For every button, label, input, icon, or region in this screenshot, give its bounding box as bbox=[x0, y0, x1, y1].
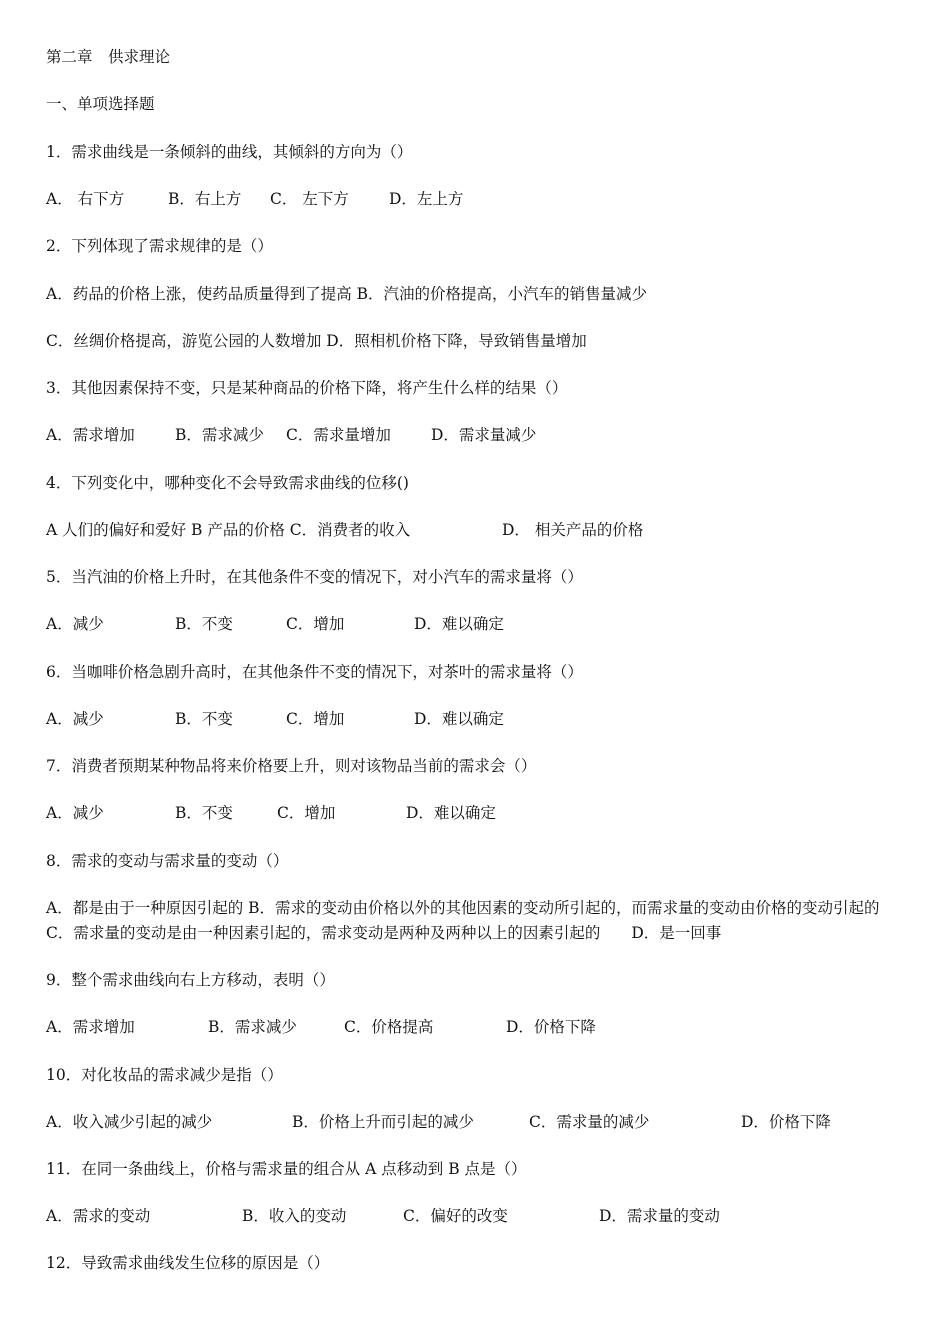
option-c: C．增加 bbox=[277, 804, 336, 822]
question-8-stem: 8．需求的变动与需求量的变动（） bbox=[46, 852, 289, 870]
option-a: A．减少 bbox=[46, 710, 104, 728]
question-3-options bbox=[46, 424, 916, 448]
question-3-stem: 3．其他因素保持不变，只是某种商品的价格下降，将产生什么样的结果（） bbox=[46, 379, 568, 397]
question-10-stem: 10．对化妆品的需求减少是指（） bbox=[46, 1066, 283, 1084]
question-1-options bbox=[46, 188, 916, 212]
question-10-options bbox=[46, 1111, 916, 1135]
question-7-options bbox=[46, 802, 916, 826]
question-5-stem: 5．当汽油的价格上升时，在其他条件不变的情况下，对小汽车的需求量将（） bbox=[46, 568, 583, 586]
question-2-stem: 2．下列体现了需求规律的是（） bbox=[46, 237, 273, 255]
option-b: B．不变 bbox=[175, 615, 233, 633]
section-title: 一、单项选择题 bbox=[46, 95, 155, 113]
question-11-options bbox=[46, 1205, 916, 1229]
option-d: D．需求量减少 bbox=[431, 426, 537, 444]
question-4-stem: 4．下列变化中，哪种变化不会导致需求曲线的位移() bbox=[46, 474, 409, 492]
option-b: B．价格上升而引起的减少 bbox=[292, 1113, 474, 1131]
option-d: D．难以确定 bbox=[414, 710, 504, 728]
question-4-options bbox=[46, 519, 916, 543]
option-b: B．不变 bbox=[175, 804, 233, 822]
question-6-stem: 6．当咖啡价格急剧升高时，在其他条件不变的情况下，对茶叶的需求量将（） bbox=[46, 663, 583, 681]
question-12-stem: 12．导致需求曲线发生位移的原因是（） bbox=[46, 1254, 330, 1272]
option-b: B．不变 bbox=[175, 710, 233, 728]
option-a: A．需求增加 bbox=[46, 426, 135, 444]
option-d: D．价格下降 bbox=[506, 1018, 596, 1036]
question-7-stem: 7．消费者预期某种物品将来价格要上升，则对该物品当前的需求会（） bbox=[46, 757, 537, 775]
question-2-options-line-1: A．药品的价格上涨，使药品质量得到了提高 B．汽油的价格提高，小汽车的销售量减少 bbox=[46, 285, 648, 303]
option-d: D．价格下降 bbox=[741, 1113, 831, 1131]
question-2-options-line-2: C．丝绸价格提高，游览公园的人数增加 D．照相机价格下降，导致销售量增加 bbox=[46, 332, 587, 350]
question-11-stem: 11．在同一条曲线上，价格与需求量的组合从 A 点移动到 B 点是（） bbox=[46, 1160, 527, 1178]
option-d: D． 相关产品的价格 bbox=[502, 521, 644, 539]
question-6-options bbox=[46, 708, 916, 732]
option-d: D．难以确定 bbox=[414, 615, 504, 633]
option-a: A．减少 bbox=[46, 615, 104, 633]
option-c: C．偏好的改变 bbox=[403, 1207, 508, 1225]
option-a: A． 右下方 bbox=[46, 190, 125, 208]
option-b: B．需求减少 bbox=[208, 1018, 297, 1036]
option-c: C．增加 bbox=[286, 710, 345, 728]
chapter-title: 第二章 供求理论 bbox=[46, 48, 171, 66]
question-1-stem: 1．需求曲线是一条倾斜的曲线，其倾斜的方向为（） bbox=[46, 143, 413, 161]
option-c: C．价格提高 bbox=[344, 1018, 434, 1036]
question-8-options: A．都是由于一种原因引起的 B．需求的变动由价格以外的其他因素的变动所引起的，而需求量的变动由价格的变动引起的 C．需求量的变动是由一种因素引起的，需求变动是两种及两种以上的因素引起的 D．是一回事 bbox=[46, 899, 880, 942]
option-a: A．需求增加 bbox=[46, 1018, 135, 1036]
option-c: C．需求量增加 bbox=[286, 426, 391, 444]
question-9-stem: 9．整个需求曲线向右上方移动，表明（） bbox=[46, 971, 335, 989]
option-b: B．收入的变动 bbox=[242, 1207, 347, 1225]
option-c: C．增加 bbox=[286, 615, 345, 633]
option-c: C．需求量的减少 bbox=[529, 1113, 650, 1131]
question-9-options bbox=[46, 1016, 916, 1040]
option-b: B．右上方 bbox=[168, 190, 242, 208]
option-a: A．需求的变动 bbox=[46, 1207, 151, 1225]
question-5-options bbox=[46, 613, 916, 637]
option-d: D．左上方 bbox=[389, 190, 464, 208]
option-a: A．收入减少引起的减少 bbox=[46, 1113, 213, 1131]
option-c: C． 左下方 bbox=[270, 190, 349, 208]
option-b: B．需求减少 bbox=[175, 426, 264, 444]
options-a-b-c: A 人们的偏好和爱好 B 产品的价格 C．消费者的收入 bbox=[46, 521, 411, 539]
option-d: D．需求量的变动 bbox=[599, 1207, 720, 1225]
option-d: D．难以确定 bbox=[406, 804, 496, 822]
option-a: A．减少 bbox=[46, 804, 104, 822]
